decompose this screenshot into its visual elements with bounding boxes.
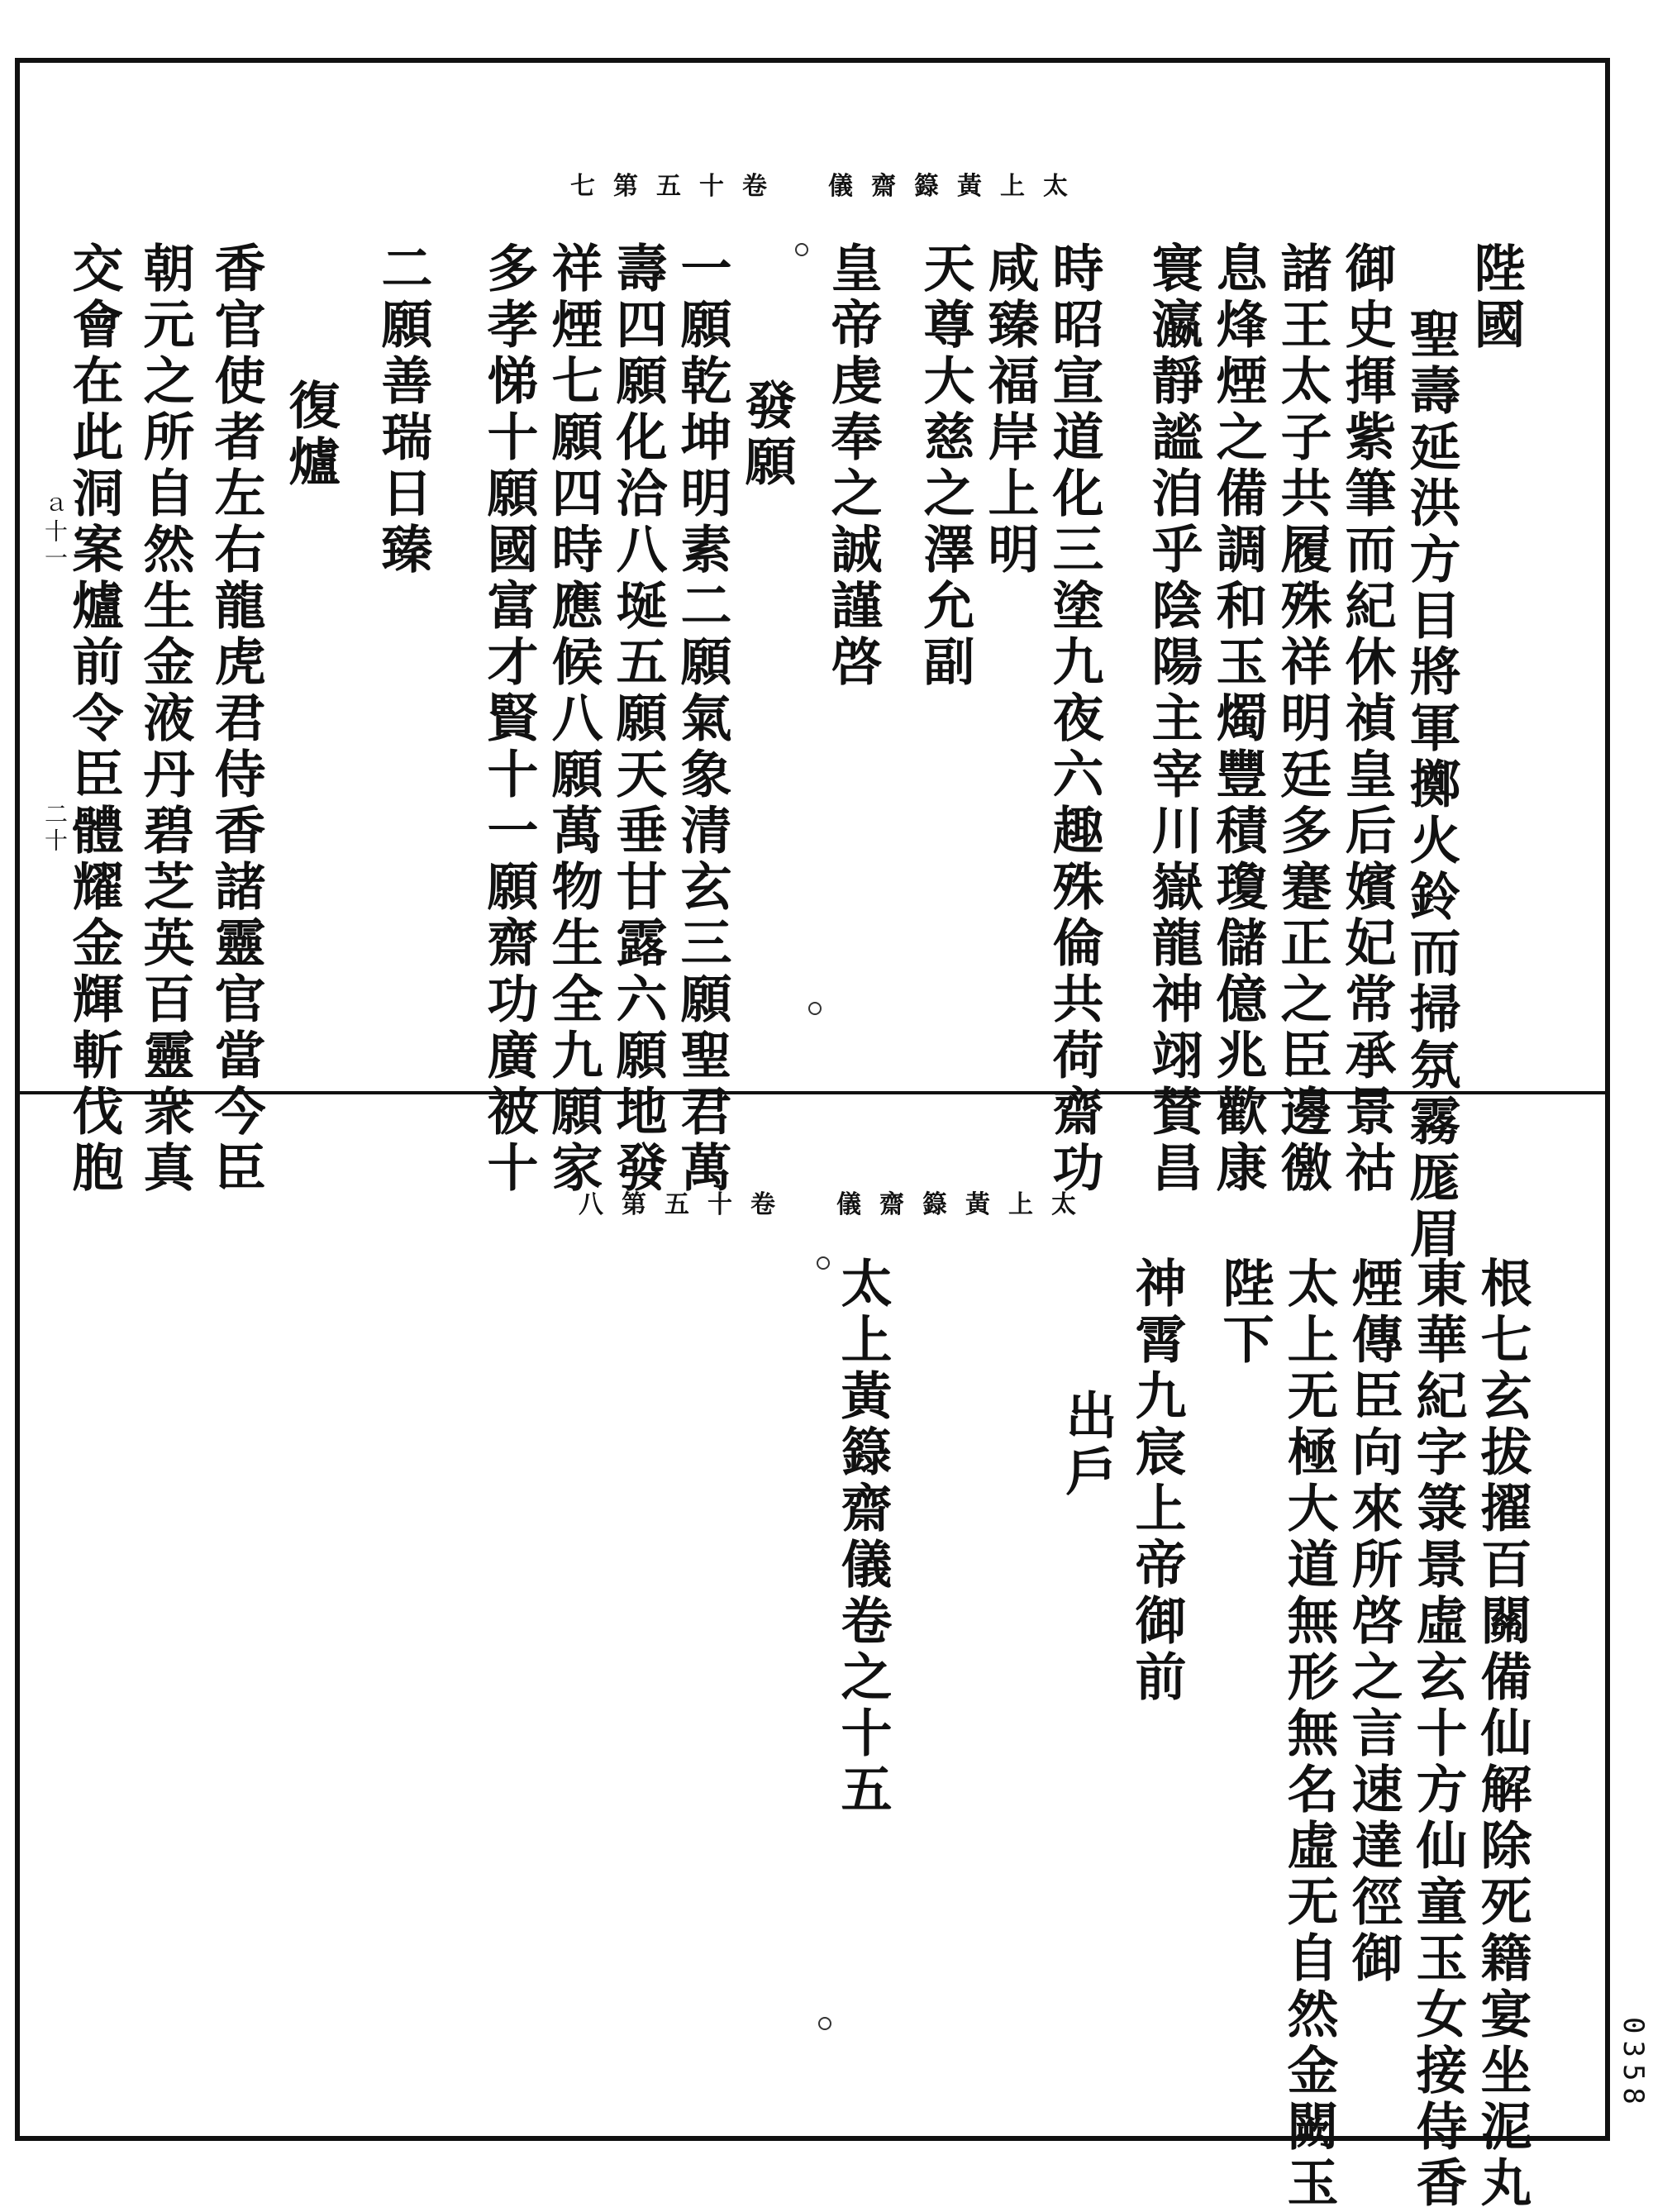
folio-mark: ａ十一 (41, 493, 69, 572)
text-column: 交會在此洞案爐前令臣體耀金輝斬伐胞 (64, 241, 124, 1197)
text-column: 神霄九宸上帝御前 (1127, 1256, 1187, 1706)
text-column: 陛國 (1465, 241, 1526, 354)
text-column: 息烽煙之備調和玉燭豐積瓊儲億兆歡康 (1208, 241, 1268, 1197)
text-column: 二願善瑞日臻 (373, 241, 433, 579)
text-column: 祥煙七願四時應候八願萬物生全九願家 (543, 241, 603, 1197)
text-column: 時昭宣道化三塗九夜六趣殊倫共荷齋功 (1044, 241, 1104, 1197)
text-column: 煙傳臣向來所啓之言速達徑御 (1343, 1256, 1403, 1987)
text-column: 皇帝虔奉之誠謹啓 (822, 241, 883, 691)
text-column: 御史揮紫筆而紀休禎皇后嬪妃常承景祜 (1336, 241, 1397, 1197)
text-column: 咸臻福岸上明 (979, 241, 1040, 579)
section-heading: 復爐 (280, 379, 341, 491)
binding-hole-icon (795, 243, 808, 256)
binding-hole-icon (808, 1002, 822, 1015)
section-heading: 出戶 (1057, 1389, 1117, 1501)
text-column: 香官使者左右龍虎君侍香諸靈官當今臣 (206, 241, 266, 1197)
text-column: 一願乾坤明素二願氣象清玄三願聖君萬 (672, 241, 732, 1197)
page-number: 0358 (1617, 2017, 1650, 2111)
bottom-page-header: 八第五十卷 儀齋籙黃上太 (579, 1190, 1094, 1219)
top-page-header: 七第五十卷 儀齋籙黃上太 (570, 172, 1086, 201)
text-column: 天尊大慈之澤允副 (915, 241, 975, 691)
text-column: 朝元之所自然生金液丹碧芝英百靈衆真 (135, 241, 195, 1197)
text-column: 太上无極大道無形無名虛无自然金闕玉 (1279, 1256, 1339, 2212)
folio-number: 二十 (41, 802, 69, 855)
section-heading: 發願 (736, 379, 797, 491)
text-column: 多孝悌十願國富才賢十一願齋功廣被十 (479, 241, 539, 1197)
closing-title: 太上黃籙齋儀卷之十五 (832, 1256, 893, 1819)
text-column: 根七玄拔擢百關備仙解除死籍宴坐泥丸 (1472, 1256, 1532, 2212)
text-column: 壽四願化洽八埏五願天垂甘露六願地發 (607, 241, 668, 1197)
text-column: 東華紀字箓景虛玄十方仙童玉女接侍香 (1408, 1256, 1468, 2212)
text-column: 寰瀛靜謐洎乎陰陽主宰川嶽龍神翊賛昌 (1143, 241, 1203, 1197)
text-column: 陛下 (1214, 1256, 1274, 1369)
text-column: 聖壽延洪方目將軍擲火鈴而掃氛霧厖眉 (1401, 307, 1461, 1263)
text-column: 諸王太子共履殊祥明廷多蹇正之臣邊徼 (1272, 241, 1332, 1197)
binding-hole-icon (817, 1256, 830, 1270)
binding-hole-icon (818, 2017, 831, 2030)
